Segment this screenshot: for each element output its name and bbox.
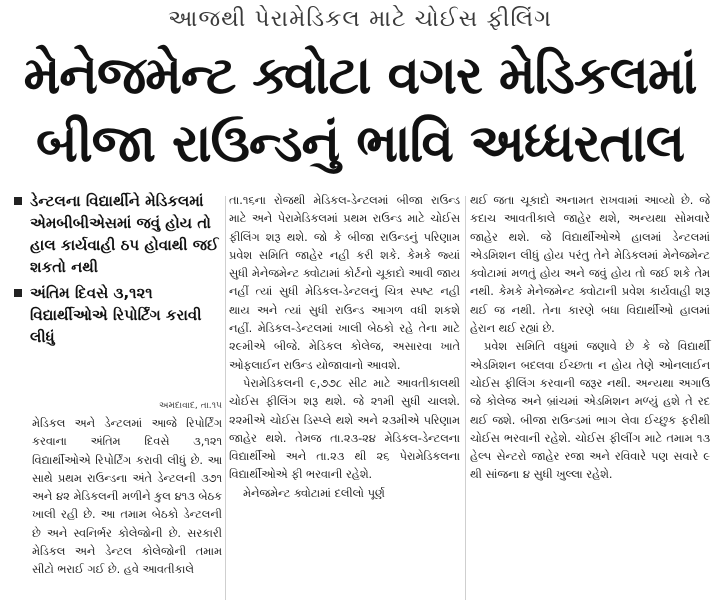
column-divider [225,196,226,600]
highlights-box [10,190,220,395]
article-column-2 [229,192,460,503]
bullet-square-icon [14,197,22,205]
article-column-3 [470,192,710,485]
highlight-item [10,282,220,348]
highlight-text: ડેન્ટલના વિદ્યાર્થીને મેડિકલમાં એમબીબીએસમાં જવું હોય તો હાલ કાર્યવાહી ઠપ હોવાથી જઈ શકતો નથી [30,192,219,276]
article-paragraph: પ્રવેશ સમિતિ વધુમાં જણાવે છે કે જે વિદ્યાર્થી એડમિશન બદલવા ઈચ્છતા ન હોય તેણે ઓનલાઈન ચોઈસ ફીલિંગ કરવાની જરૂર નથી. અન્યથા અગાઉ જે કોલેજ અને બ્રાંચમાં એડમિશન મળ્યું હશે તે રદ થઈ જશે. બીજા રાઉન્ડમાં ભાગ લેવા ઈચ્છુક ફરીથી ચોઈસ ભરવાની રહેશે. ચોઈસ ફીલીંગ માટે તમામ ૧૩ હેલ્પ સેન્ટરો જાહેર રજા અને રવિવારે પણ સવારે ૯ થી સાંજના ૪ સુધી ખુલ્લા રહેશે. [470,340,710,482]
main-headline-line-2: બીજા રાઉન્ડનું ભાવિ અધ્ધરતાલ [35,114,685,174]
article-paragraph: મેડિકલ અને ડેન્ટલમાં આજે રિપોર્ટિંગ કરવાના અંતિમ દિવસે ૩,૧૨૧ વિદ્યાર્થીઓએ રિપોર્ટિંગ કરાવી લીધું છે. આ સાથે પ્રથમ રાઉન્ડના અંતે ડેન્ટલની ૩૭૧ અને ૪૨ મેડિકલની મળીને કુલ ૪૧૩ બેઠક ખાલી રહી છે. આ તમામ બેઠકો ડેન્ટલની છે અને સ્વનિર્ભર કોલેજોની છે. સરકારી મેડિકલ અને ડેન્ટલ કોલેજોની તમામ સીટો ભરાઈ ગઈ છે. હવે આવતીકાલે [32,417,222,577]
kicker-headline: આજથી પેરામેડિકલ માટે ચોઈસ ફીલિંગ [168,6,552,32]
highlight-text: અંતિમ દિવસે ૩,૧૨૧ વિદ્યાર્થીઓએ રિપોર્ટિંગ કરાવી લીધું [30,284,202,346]
article-column-1 [32,415,222,580]
article-subhead: મેનેજમેન્ટ ક્વોટામાં દલીલો પૂર્ણ [243,486,385,500]
main-headline-line-1: મેનેજમેન્ટ ક્વોટા વગર મેડિકલમાં [23,46,697,106]
article-paragraph: પેરામેડિકલની ૯,૭૭૮ સીટ માટે આવતીકાલથી ચોઈસ ફીલિંગ શરૂ થશે. જે ૨૧મી સુધી ચાલશે. ૨૨મીએ ચોઈસ ડિસ્પ્લે થશે અને ૨૩મીએ પરિણામ જાહેર થશે. તેમજ તા.૨૩-૨૪ મેડિકલ-ડેન્ટલના વિદ્યાર્થીઓ અને તા.૨૩ થી ૨૬ પેરામેડિકલના વિદ્યાર્થીઓએ ફી ભરવાની રહેશે. [229,376,460,482]
column-divider [465,196,466,600]
highlight-item [10,190,220,278]
dateline: અમદાવાદ, તા.૧૫ [158,401,222,411]
bullet-square-icon [14,289,22,297]
article-paragraph: થઈ જતા ચૂકાદો અનામત રાખવામાં આવ્યો છે. જે કદાચ આવતીકાલે જાહેર થશે, અન્યથા સોમવારે જાહેર થશે. જે વિદ્યાર્થીઓએ હાલમાં ડેન્ટલમાં એડમિશન લીધું હોય પરંતુ તેને મેડિકલમાં મેનેજમેન્ટ ક્વોટામાં મળતું હોય અને જવું હોય તો જઈ શકે તેમ નથી. કેમકે મેનેજમેન્ટ ક્વોટાની પ્રવેશ કાર્યવાહી શરૂ થઈ જ નથી. તેના કારણે બધા વિદ્યાર્થીઓ હાલમાં હેરાન થઈ રહ્યાં છે. [470,194,710,336]
article-paragraph: તા.૧૬ના રોજથી મેડિકલ-ડેન્ટલમાં બીજા રાઉન્ડ માટે અને પેરામેડિકલમાં પ્રથમ રાઉન્ડ માટે ચોઈસ ફીલિંગ શરૂ થશે. જો કે બીજા રાઉન્ડનું પરિણામ પ્રવેશ સમિતિ જાહેર નહી કરી શકે. કેમકે જ્યાં સુધી મેનેજમેન્ટ ક્વોટામાં કોર્ટનો ચૂકાદો આવી જાય નહીં ત્યાં સુધી મેડિકલ-ડેન્ટલનું ચિત્ર સ્પષ્ટ નહી થાય અને ત્યાં સુધી રાઉન્ડ આગળ વધી શકશે નહીં. મેડિકલ-ડેન્ટલમાં ખાલી બેઠકો રહે તેના માટે ૨૯મીએ બીજે. મેડિકલ કોલેજ, અસારવા ખાતે ઓફલાઈન રાઉન્ડ યોજાવાનો આવશે. [229,194,460,372]
